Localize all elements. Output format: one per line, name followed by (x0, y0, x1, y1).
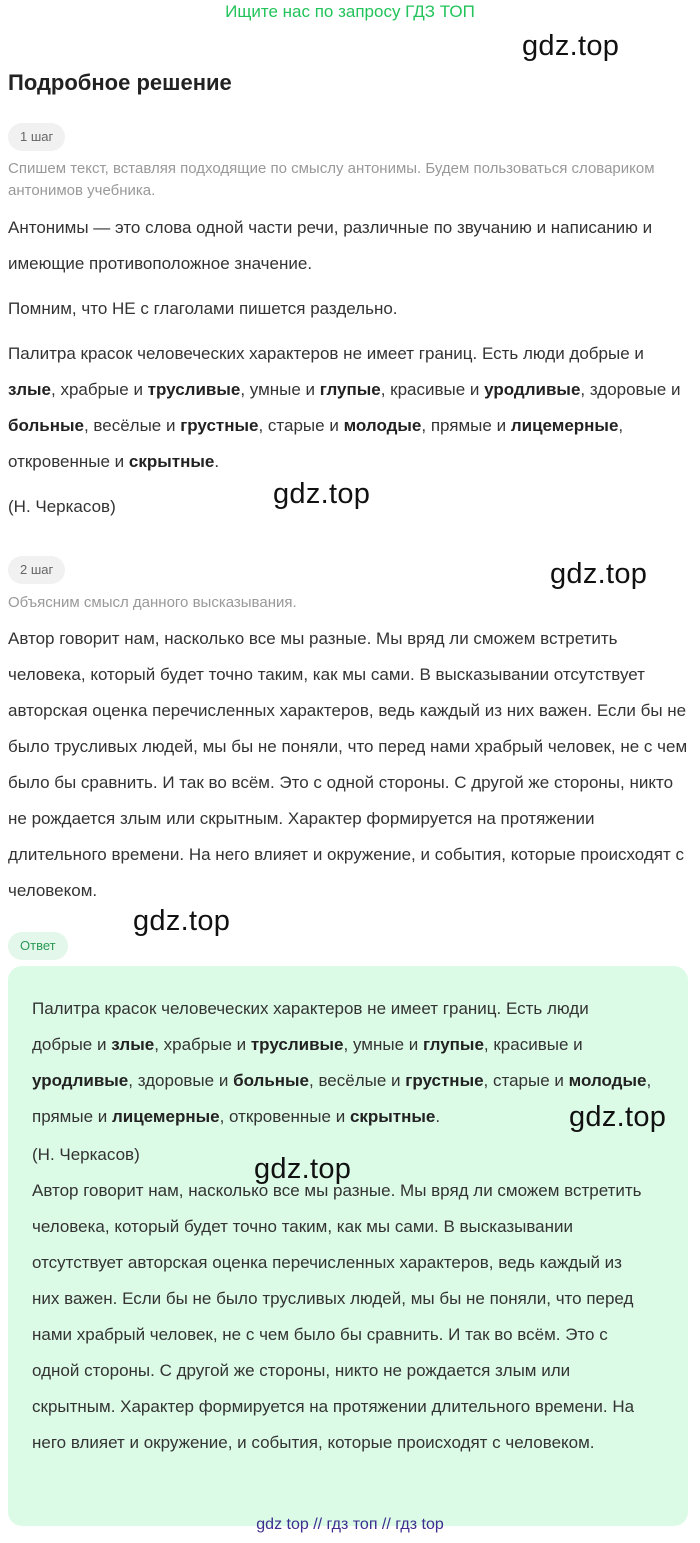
watermark: gdz.top (569, 1101, 667, 1133)
author-line: (Н. Черкасов) (8, 497, 116, 516)
definition-paragraph: Антонимы — это слова одной части речи, различные по звучанию и написанию и имеющие противоположное значение. (8, 218, 653, 273)
answer-text-paragraph: Палитра красок человеческих характеров не имеет границ. Есть люди добрые и злые, храбрые и трусливые, умные и глупые, красивые и уродливые, здоровые и больные, весёлые и грустные, старые и молодые, прямые и лицемерные, откровенные и скрытные. (32, 999, 652, 1126)
watermark: gdz.top (133, 905, 231, 937)
answer-badge: Ответ (8, 932, 68, 960)
rule-paragraph: Помним, что НЕ с глаголами пишется раздельно. (8, 299, 398, 318)
page-title: Подробное решение (8, 70, 232, 95)
answer-box (8, 966, 688, 1526)
step-badge: 2 шаг (8, 556, 65, 584)
search-banner: Ищите нас по запросу ГДЗ ТОП (225, 2, 475, 21)
watermark: gdz.top (273, 478, 371, 510)
completed-text-paragraph: Палитра красок человеческих характеров не имеет границ. Есть люди добрые и злые, храбрые и трусливые, умные и глупые, красивые и уродливые, здоровые и больные, весёлые и грустные, старые и молодые, прямые и лицемерные, откровенные и скрытные. (8, 344, 681, 471)
explanation-paragraph: Автор говорит нам, насколько все мы разные. Мы вряд ли сможем встретить человека, который будет точно таким, как мы сами. В высказывании отсутствует авторская оценка перечисленных характеров, ведь каждый из них важен. Если бы не было трусливых людей, мы бы не поняли, что перед нами храбрый человек, не с чем было бы сравнить. И так во всём. Это с одной стороны. С другой же стороны, никто не рождается злым или скрытным. Характер формируется на протяжении длительного времени. На него влияет и окружение, и события, которые происходят с человеком. (8, 629, 688, 900)
answer-author-line: (Н. Черкасов) (32, 1145, 140, 1164)
answer-explanation-paragraph: Автор говорит нам, насколько все мы разные. Мы вряд ли сможем встретить человека, который будет точно таким, как мы сами. В высказывании отсутствует авторская оценка перечисленных характеров, ведь каждый из них важен. Если бы не было трусливых людей, мы бы не поняли, что перед нами храбрый человек, не с чем было бы сравнить. И так во всём. Это с одной стороны. С другой же стороны, никто не рождается злым или скрытным. Характер формируется на протяжении длительного времени. На него влияет и окружение, и события, которые происходят с человеком. (32, 1181, 642, 1452)
step-badge: 1 шаг (8, 123, 65, 151)
step-hint: Объясним смысл данного высказывания. (8, 594, 297, 611)
footer-links: gdz top // гдз топ // гдз top (256, 1516, 444, 1533)
watermark: gdz.top (522, 30, 620, 62)
watermark: gdz.top (254, 1153, 352, 1185)
step-hint: Спишем текст, вставляя подходящие по смыслу антонимы. Будем пользоваться словариком антонимов учебника. (8, 160, 655, 199)
watermark: gdz.top (550, 558, 648, 590)
